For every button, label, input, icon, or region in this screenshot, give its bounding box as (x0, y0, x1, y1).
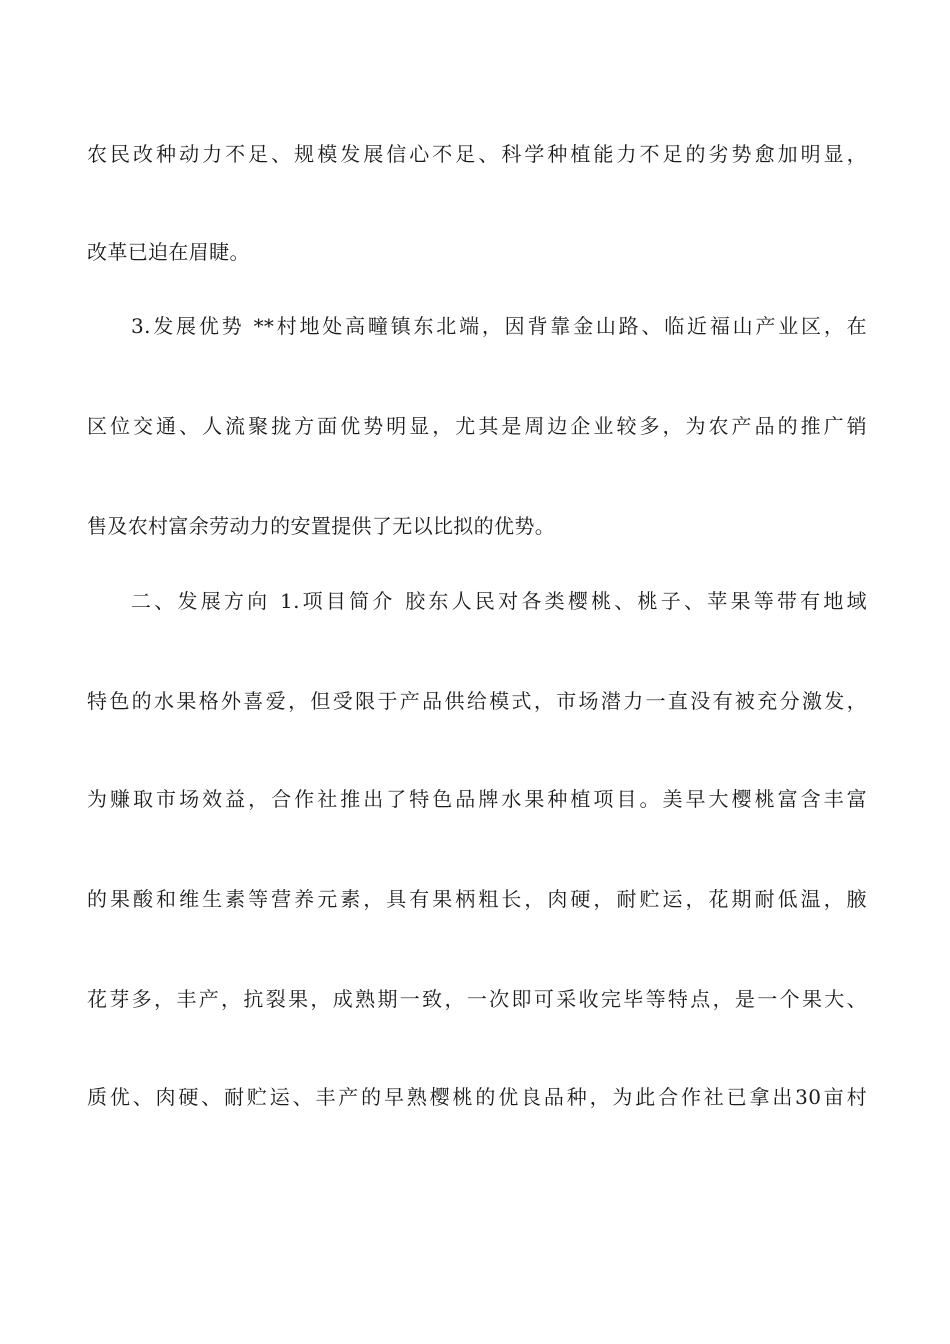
text-line: 质优、肉硬、耐贮运、丰产的早熟樱桃的优良品种，为此合作社已拿出30亩村 (87, 1085, 867, 1109)
text-line: 区位交通、人流聚拢方面优势明显，尤其是周边企业较多，为农产品的推广销 (87, 414, 867, 438)
text-line: 的果酸和维生素等营养元素，具有果柄粗长，肉硬，耐贮运，花期耐低温，腋 (87, 887, 867, 911)
text-line: 3.发展优势 **村地处高疃镇东北端，因背靠金山路、临近福山产业区，在 (131, 314, 867, 338)
text-line: 为赚取市场效益，合作社推出了特色品牌水果种植项目。美早大樱桃富含丰富 (87, 787, 867, 811)
text-line: 售及农村富余劳动力的安置提供了无以比拟的优势。 (87, 514, 556, 538)
text-line: 农民改种动力不足、规模发展信心不足、科学种植能力不足的劣势愈加明显， (87, 142, 867, 166)
text-line: 二、发展方向 1.项目简介 胶东人民对各类樱桃、桃子、苹果等带有地域 (131, 589, 867, 613)
text-line: 花芽多，丰产，抗裂果，成熟期一致，一次即可采收完毕等特点，是一个果大、 (87, 987, 867, 1011)
text-line: 特色的水果格外喜爱，但受限于产品供给模式，市场潜力一直没有被充分激发， (87, 689, 867, 713)
text-line: 改革已迫在眉睫。 (87, 240, 250, 264)
